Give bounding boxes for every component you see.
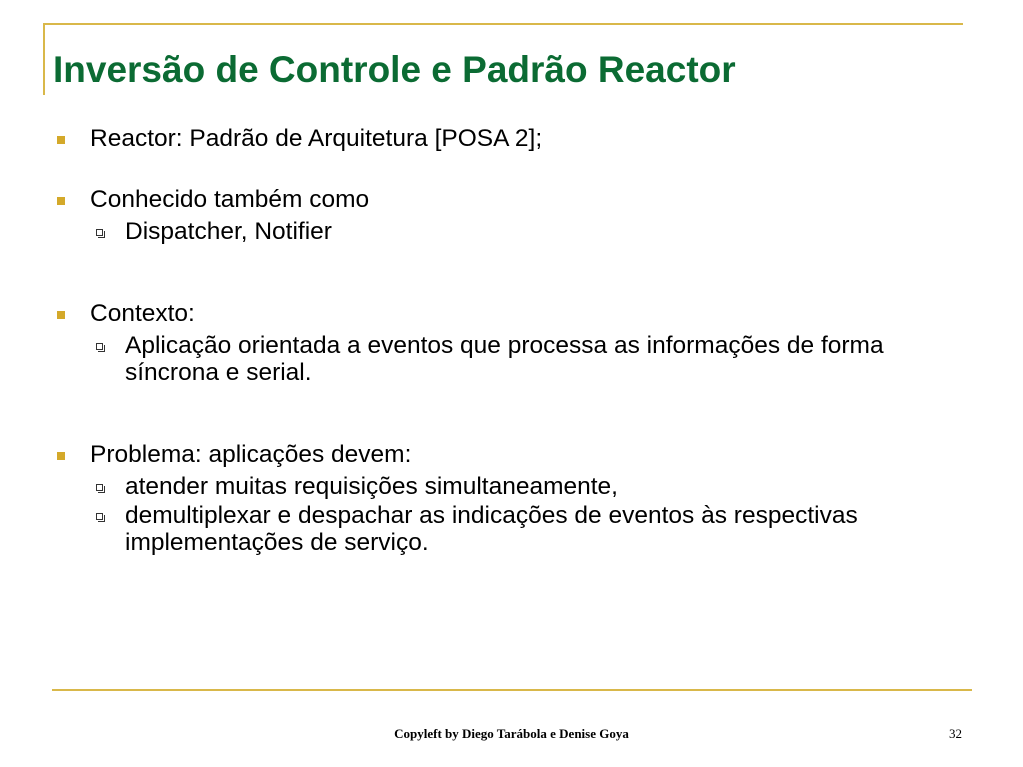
frame-top-line <box>43 23 963 25</box>
footer-line <box>52 689 972 691</box>
hollow-square-bullet-icon <box>96 484 103 491</box>
hollow-square-bullet-icon <box>96 513 103 520</box>
bullet-text: Contexto: <box>90 300 195 327</box>
bullet-item <box>52 184 972 216</box>
square-bullet-icon <box>57 311 65 319</box>
sub-bullet-item <box>52 473 972 500</box>
sub-bullet-item <box>52 332 972 386</box>
bullet-item <box>52 123 972 155</box>
sub-bullet-text: demultiplexar e despachar as indicações de eventos às respectivas implementações de serviço. <box>125 502 858 556</box>
hollow-square-bullet-icon <box>96 229 103 236</box>
slide-content <box>52 123 972 556</box>
square-bullet-icon <box>57 136 65 144</box>
square-bullet-icon <box>57 452 65 460</box>
bullet-text: Conhecido também como <box>90 186 370 213</box>
hollow-square-bullet-icon <box>96 343 103 350</box>
frame-left-line <box>43 23 45 95</box>
sub-bullet-item <box>52 502 972 556</box>
bullet-item <box>52 298 972 330</box>
bullet-text: Problema: aplicações devem: <box>90 441 412 468</box>
slide-title: Inversão de Controle e Padrão Reactor <box>53 49 736 90</box>
sub-bullet-text: Aplicação orientada a eventos que processa as informações de forma síncrona e serial. <box>125 332 884 386</box>
page-number: 32 <box>949 726 962 741</box>
sub-bullet-item <box>52 218 972 245</box>
footer-credit: Copyleft by Diego Tarábola e Denise Goya <box>394 726 629 741</box>
sub-bullet-text: Dispatcher, Notifier <box>125 218 332 245</box>
square-bullet-icon <box>57 197 65 205</box>
sub-bullet-text: atender muitas requisições simultaneamente, <box>125 473 618 500</box>
bullet-item <box>52 439 972 471</box>
bullet-text: Reactor: Padrão de Arquitetura [POSA 2]; <box>90 125 543 152</box>
